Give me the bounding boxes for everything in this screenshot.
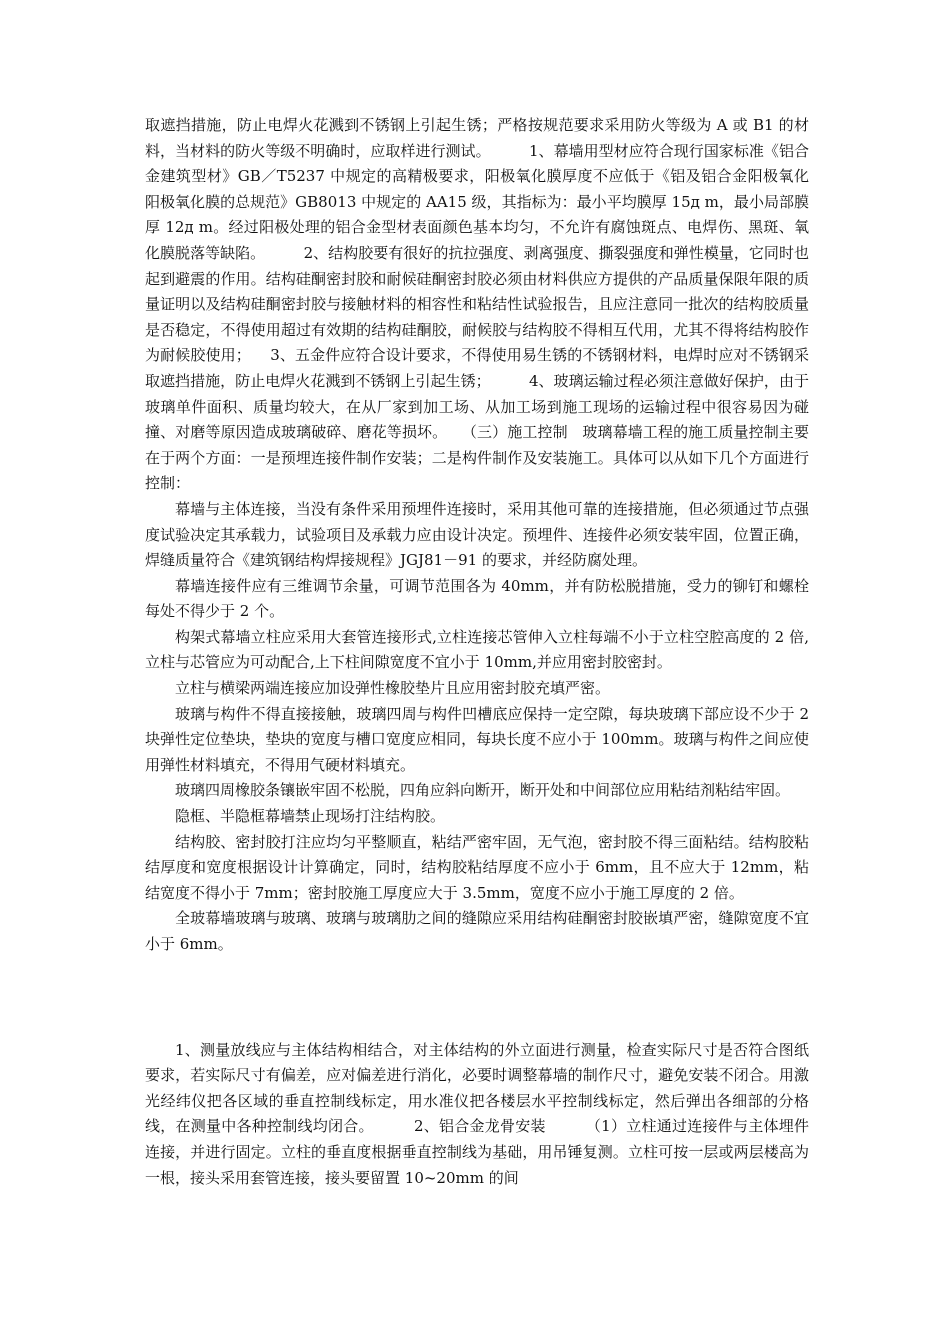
body-paragraph-embedded-connection: 幕墙与主体连接，当没有条件采用预埋件连接时，采用其他可靠的连接措施，但必须通过节点强度试验决定其承载力，试验项目及承载力应由设计决定。预埋件、连接件必须安装牢固，位置正确，焊缝质量符合《建筑钢结构焊接规程》JGJ81－91 的要求，并经防腐处理。 [145,499,809,570]
body-paragraph-rubber-gasket: 立柱与横梁两端连接应加设弹性橡胶垫片且应用密封胶充填严密。 [175,679,611,698]
body-paragraph-full-glass: 全玻幕墙玻璃与玻璃、玻璃与玻璃肋之间的缝隙应采用结构硅酮密封胶嵌填严密，缝隙宽度不宜小于 6mm。 [145,909,809,953]
body-paragraph-rubber-strip: 玻璃四周橡胶条镶嵌牢固不松脱，四角应斜向断开，断开处和中间部位应用粘结剂粘结牢固。 [175,781,791,800]
document-page [145,113,814,1191]
body-paragraph-opening: 取遮挡措施，防止电焊火花溅到不锈钢上引起生锈；严格按规范要求采用防火等级为 A 或 B1 的材料，当材料的防火等级不明确时，应取样进行测试。 1、幕墙用型材应符合现行国家标准《铝合金建筑型材》GB／T5237 中规定的高精极要求，阳极氧化膜厚度不应低于《铝及铝合金阳极氧化 阳极氧化膜的总规范》GB8013 中规定的 AA15 级，其指标为：最小平均膜厚 15д m，最小局部膜厚 12д m。经过阳极处理的铝合金型材表面颜色基本均匀，不允许有腐蚀斑点、电焊伤、黑斑、氧化膜脱落等缺陷。 2、结构胶要有很好的抗拉强度、剥离强度、撕裂强度和弹性模量，它同时也起到避震的作用。结构硅酮密封胶和耐候硅酮密封胶必须由材料供应方提供的产品质量保限年限的质量证明以及结构硅酮密封胶与接触材料的相容性和粘结性试验报告，且应注意同一批次的结构胶质量是否稳定，不得使用超过有效期的结构硅酮胶，耐候胶与结构胶不得相互代用，尤其不得将结构胶作为耐候胶使用； 3、五金件应符合设计要求，不得使用易生锈的不锈钢材料，电焊时应对不锈钢采取遮挡措施，防止电焊火花溅到不锈钢上引起生锈； 4、玻璃运输过程必须注意做好保护，由于玻璃单件面积、质量均较大，在从厂家到加工场、从加工场到施工现场的运输过程中很容易因为碰撞、对磨等原因造成玻璃破碎、磨花等损坏。 （三）施工控制 玻璃幕墙工程的施工质量控制主要在于两个方面：一是预埋连接件制作安装；二是构件制作及安装施工。具体可以从如下几个方面进行控制： [145,116,814,493]
body-paragraph-connector-adjustment: 幕墙连接件应有三维调节余量，可调节范围各为 40mm，并有防松脱措施，受力的铆钉和螺栓每处不得少于 2 个。 [145,576,809,621]
body-paragraph-hidden-frame: 隐框、半隐框幕墙禁止现场打注结构胶。 [175,807,446,826]
body-paragraph-structural-sealant: 结构胶、密封胶打注应均匀平整顺直，粘结严密牢固，无气泡，密封胶不得三面粘结。结构胶粘结厚度和宽度根据设计计算确定，同时，结构胶粘结厚度不应小于 6mm，且不应大于 12mm，粘结宽度不得小于 7mm；密封胶施工厚度应大于 3.5mm，宽度不应小于施工厚度的 2 倍。 [145,832,809,902]
section-gap [145,958,809,1038]
body-paragraph-mullion-sleeve: 构架式幕墙立柱应采用大套管连接形式,立柱连接芯管伸入立柱每端不小于立柱空腔高度的 2 倍,立柱与芯管应为可动配合,上下柱间隙宽度不宜小于 10mm,并应用密封胶密封。 [145,627,809,672]
body-paragraph-survey: 1、测量放线应与主体结构相结合，对主体结构的外立面进行测量，检查实际尺寸是否符合图纸要求，若实际尺寸有偏差，应对偏差进行消化，必要时调整幕墙的制作尺寸，避免安装不闭合。用激光经纬仪把各区域的垂直控制线标定，用水准仪把各楼层水平控制线标定，然后弹出各细部的分格线，在测量中各种控制线均闭合。 2、铝合金龙骨安装 （1）立柱通过连接件与主体埋件连接，并进行固定。立柱的垂直度根据垂直控制线为基础，用吊锤复测。立柱可按一层或两层楼高为一根，接头采用套管连接，接头要留置 10~20mm 的间 [145,1040,809,1187]
body-paragraph-glass-contact: 玻璃与构件不得直接接触，玻璃四周与构件凹槽底应保持一定空隙，每块玻璃下部应设不少于 2 块弹性定位垫块，垫块的宽度与槽口宽度应相同，每块长度不应小于 100mm。玻璃与构件之间应使用弹性材料填充，不得用气硬材料填充。 [145,704,814,774]
